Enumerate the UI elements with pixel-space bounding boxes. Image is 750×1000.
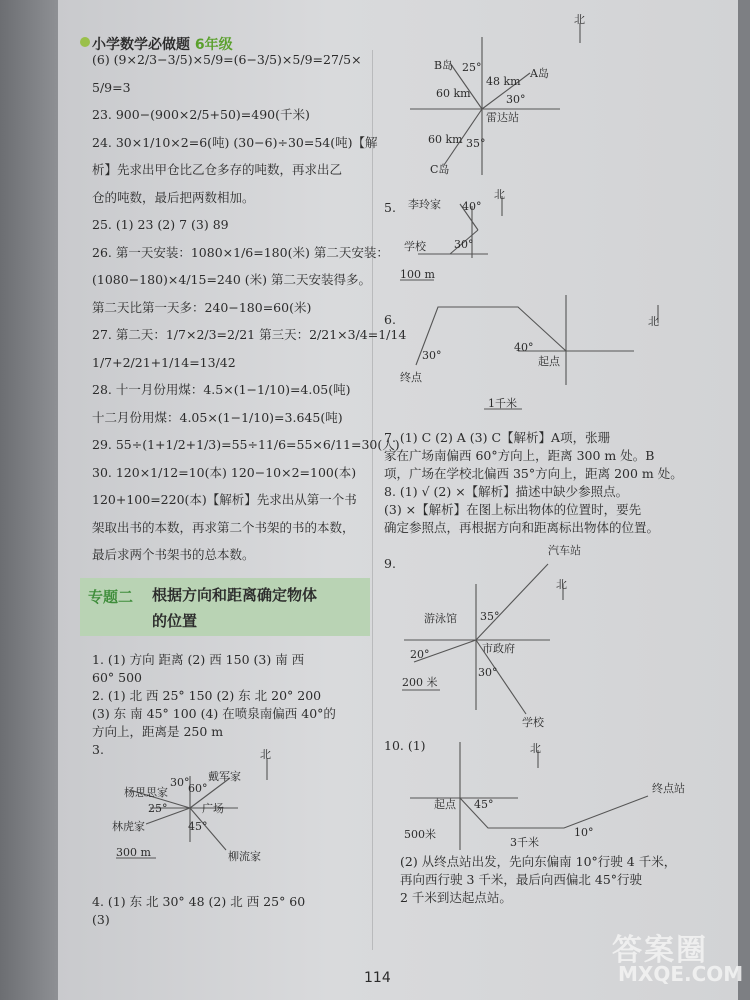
text-line: (3) <box>92 912 110 927</box>
fig-top-d48: 48 km <box>486 75 521 88</box>
fig3-square: 广场 <box>202 802 224 815</box>
fig9-a30: 30° <box>478 666 498 679</box>
text-line: 1. (1) 方向 距离 (2) 西 150 (3) 南 西 <box>92 652 305 667</box>
fig9-a20: 20° <box>410 648 430 661</box>
fig6-a40: 40° <box>514 341 534 354</box>
q9-label: 9. <box>384 556 396 571</box>
fig-top-b: B岛 <box>434 59 454 72</box>
fig9-gov: 市政府 <box>482 642 515 655</box>
fig5-home: 李玲家 <box>408 198 441 211</box>
fig3-a25: 25° <box>148 802 168 815</box>
fig10-north: 北 <box>530 742 541 755</box>
figure-5 <box>398 186 538 286</box>
text-line: (2) 从终点站出发，先向东偏南 10°行驶 4 千米， <box>400 854 677 869</box>
text-line: 项，广场在学校北偏西 35°方向上，距离 200 m 处。 <box>384 466 683 481</box>
text-line: 28. 十一月份用煤：4.5×(1−1/10)=4.05(吨) <box>92 382 351 397</box>
text-line: (3) 东 南 45° 100 (4) 在喷泉南偏西 40°的 <box>92 706 336 721</box>
header-bullet-icon <box>80 37 90 47</box>
fig6-start: 起点 <box>538 355 560 368</box>
text-line: 4. (1) 东 北 30° 48 (2) 北 西 25° 60 <box>92 894 306 909</box>
fig6-a30: 30° <box>422 349 442 362</box>
fig-top-radar: 雷达站 <box>486 111 519 124</box>
page-header <box>92 34 233 54</box>
fig5-a30: 30° <box>454 238 474 251</box>
fig5-north: 北 <box>494 188 505 201</box>
text-line: 第二天比第一天多：240−180=60(米) <box>92 299 312 315</box>
fig10-end: 终点站 <box>652 782 685 795</box>
text-line: 30. 120×1/12=10(本) 120−10×2=100(本) <box>92 464 357 480</box>
fig5-scale: 100 m <box>400 268 435 281</box>
text-line: 架取出书的本数，再求第二个书架的书的本数， <box>92 519 355 535</box>
text-line: 1/7+2/21+1/14=13/42 <box>92 354 236 370</box>
fig3-a45: 45° <box>188 820 208 833</box>
text-line: 120+100=220(本)【解析】先求出从第一个书 <box>92 492 357 507</box>
fig-top-a25: 25° <box>462 61 482 74</box>
watermark-logo: 答案圈 <box>612 933 708 968</box>
text-line: 家在广场南偏西 60°方向上，距离 300 m 处。B <box>384 448 655 463</box>
watermark-url: MXQE.COM <box>618 962 744 986</box>
fig10-s3: 3千米 <box>510 836 539 849</box>
fig10-a45: 45° <box>474 798 494 811</box>
figure-10 <box>398 738 698 853</box>
fig9-a35: 35° <box>480 610 500 623</box>
fig5-school: 学校 <box>404 240 426 253</box>
fig-top-a35: 35° <box>466 137 486 150</box>
fig9-north: 北 <box>556 578 567 591</box>
fig9-school: 学校 <box>522 716 544 729</box>
text-line: 3. <box>92 742 104 757</box>
text-line: 27. 第二天：1/7×2/3=2/21 第三天：2/21×3/4=1/14 <box>92 327 407 342</box>
section-banner <box>80 578 370 636</box>
section-title-line2: 的位置 <box>152 612 198 630</box>
text-line: 25. (1) 23 (2) 7 (3) 89 <box>92 217 229 232</box>
q5-label: 5. <box>384 200 396 215</box>
fig-top-a30: 30° <box>506 93 526 106</box>
text-line: 23. 900−(900×2/5+50)=490(千米) <box>92 107 310 122</box>
fig3-scale: 300 m <box>116 846 151 859</box>
fig-top-d60a: 60 km <box>436 87 471 100</box>
figure-3 <box>110 750 290 870</box>
figure-9 <box>398 540 618 730</box>
text-line: 仓的吨数，最后把两数相加。 <box>92 189 255 205</box>
fig3-a30: 30° <box>170 776 190 789</box>
text-line: 5/9=3 <box>92 79 131 95</box>
fig3-lin: 林虎家 <box>112 820 145 833</box>
page-edge-shadow <box>0 0 58 1000</box>
text-line: (1080−180)×4/15=240 (米) 第二天安装得多。 <box>92 272 371 287</box>
fig-top-d60b: 60 km <box>428 133 463 146</box>
fig-top-north: 北 <box>574 13 585 26</box>
fig9-scale: 200 米 <box>402 676 438 689</box>
text-line: 再向西行驶 3 千米，最后向西偏北 45°行驶 <box>400 872 643 887</box>
text-line: (6) (9×2/3−3/5)×5/9=(6−3/5)×5/9=27/5× <box>92 52 362 67</box>
text-line: 确定参照点，再根据方向和距离标出物体的位置。 <box>384 520 660 535</box>
text-line: 8. (1) √ (2) ×【解析】描述中缺少参照点。 <box>384 484 629 499</box>
text-line: (3) ×【解析】在图上标出物体的位置时，要先 <box>384 502 642 517</box>
text-line: 2 千米到达起点站。 <box>400 890 512 905</box>
text-line: 最后求两个书架书的总本数。 <box>92 547 255 562</box>
fig5-a40: 40° <box>462 200 482 213</box>
figure-6 <box>398 285 678 415</box>
figure-top-islands <box>400 15 600 185</box>
fig10-a10: 10° <box>574 826 594 839</box>
text-line: 26. 第一天安装：1080×1/6=180(米) 第二天安装： <box>92 244 389 260</box>
fig3-a60: 60° <box>188 782 208 795</box>
text-line: 29. 55÷(1+1/2+1/3)=55÷11/6=55×6/11=30(人) <box>92 437 400 452</box>
fig9-pool: 游泳馆 <box>424 612 457 625</box>
fig3-north: 北 <box>260 748 271 761</box>
q10-label: 10. (1) <box>384 738 426 753</box>
column-divider <box>372 50 373 950</box>
fig3-dai: 戴军家 <box>208 770 241 783</box>
header-title: 小学数学必做题 <box>92 37 190 53</box>
fig10-start: 起点 <box>434 798 456 811</box>
text-line: 2. (1) 北 西 25° 150 (2) 东 北 20° 200 <box>92 688 322 703</box>
fig3-liu: 柳流家 <box>228 850 261 863</box>
text-line: 7. (1) C (2) A (3) C【解析】A项，张珊 <box>384 430 611 445</box>
section-tag: 专题二 <box>88 588 134 606</box>
fig6-end: 终点 <box>400 371 422 384</box>
text-line: 方向上，距离是 250 m <box>92 724 224 739</box>
text-line: 60° 500 <box>92 670 142 685</box>
text-line: 十二月份用煤：4.05×(1−1/10)=3.645(吨) <box>92 409 343 425</box>
section-title-line1: 根据方向和距离确定物体 <box>152 586 318 604</box>
fig10-s500: 500米 <box>404 828 436 841</box>
q6-label: 6. <box>384 312 396 327</box>
fig9-bus: 汽车站 <box>548 544 581 557</box>
fig3-yang: 杨思思家 <box>124 786 168 799</box>
fig6-north: 北 <box>648 315 659 328</box>
text-line: 析】先求出甲仓比乙仓多存的吨数，再求出乙 <box>92 162 343 177</box>
page-number: 114 <box>364 970 391 986</box>
fig-top-c: C岛 <box>430 163 450 176</box>
fig-top-a: A岛 <box>530 67 549 80</box>
fig6-scale: 1千米 <box>488 397 517 410</box>
text-line: 24. 30×1/10×2=6(吨) (30−6)÷30=54(吨)【解 <box>92 134 378 150</box>
header-grade: 6年级 <box>194 37 233 53</box>
